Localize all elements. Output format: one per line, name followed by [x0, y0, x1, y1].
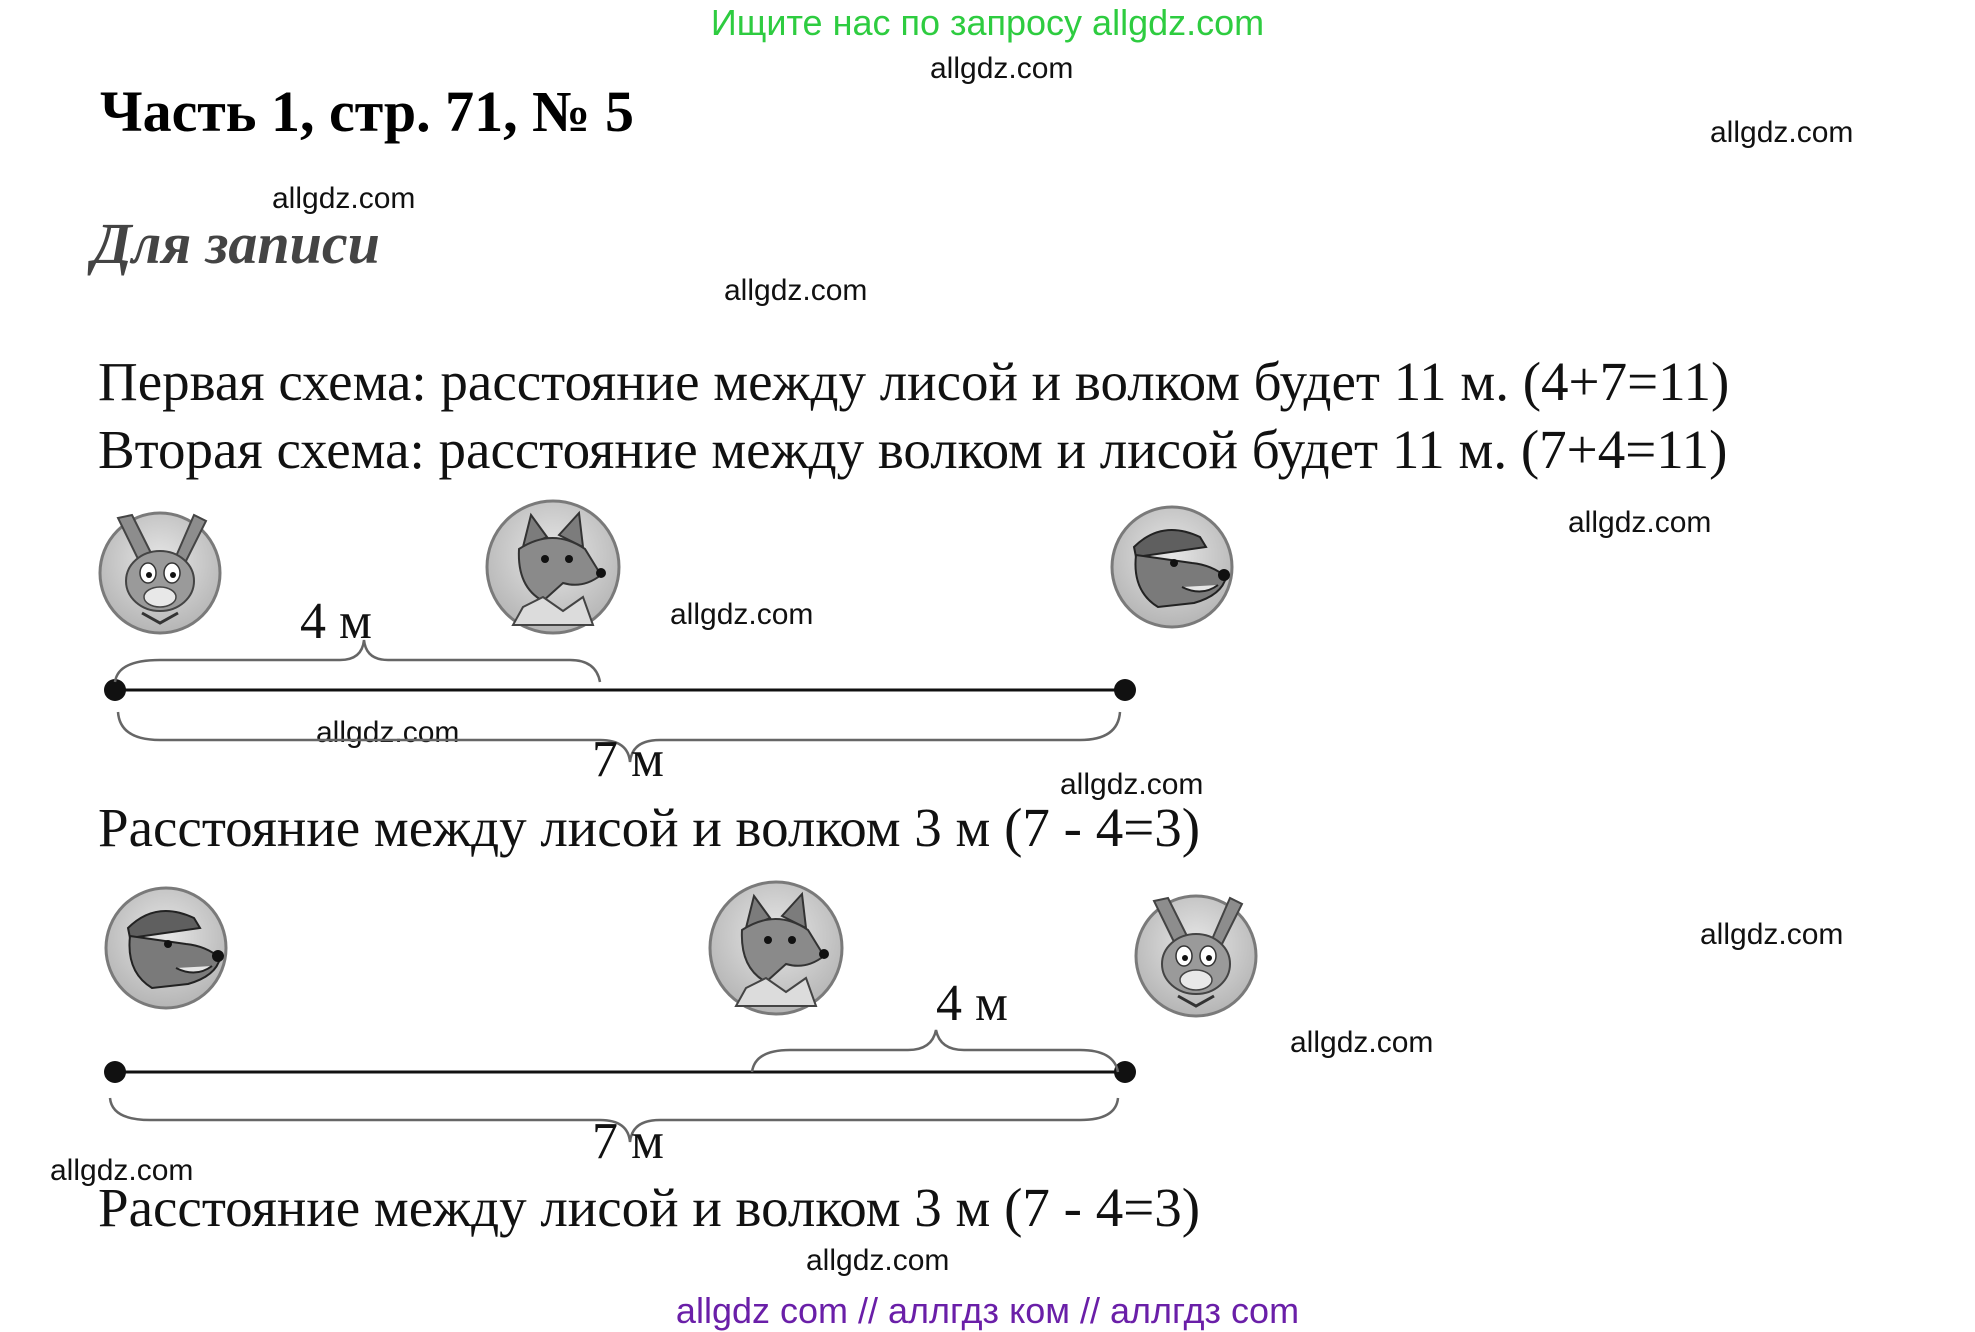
start-point — [104, 679, 126, 701]
label-4m: 4 м — [300, 593, 372, 650]
watermark: allgdz.com — [1710, 116, 1854, 149]
brace-4m — [752, 1030, 1118, 1072]
section-subtitle: Для записи — [92, 211, 380, 276]
answer-line-2: Вторая схема: расстояние между волком и лисой будет 11 м. (7+4=11) — [98, 419, 1728, 480]
watermark: allgdz.com — [1060, 768, 1204, 801]
start-point — [104, 1061, 126, 1083]
scheme-2 — [104, 882, 1256, 1170]
watermark: allgdz.com — [724, 274, 868, 307]
watermark: allgdz.com — [272, 182, 416, 215]
watermark: allgdz.com — [50, 1154, 194, 1187]
label-7m: 7 м — [592, 731, 664, 788]
wolf-icon — [1112, 507, 1232, 627]
watermark: allgdz.com — [316, 716, 460, 749]
label-4m: 4 м — [936, 975, 1008, 1032]
fox-icon — [710, 882, 842, 1014]
watermark: allgdz.com — [930, 52, 1074, 85]
hare-icon — [100, 513, 220, 633]
watermark: allgdz.com — [1568, 506, 1712, 539]
scheme-2-result: Расстояние между лисой и волком 3 м (7 - 4=3) — [98, 1177, 1201, 1238]
watermark: allgdz.com — [1290, 1026, 1434, 1059]
top-banner[interactable]: Ищите нас по запросу allgdz.com — [710, 2, 1265, 43]
wolf-icon — [106, 888, 226, 1008]
fox-icon — [487, 501, 619, 633]
end-point — [1114, 679, 1136, 701]
scheme-1-result: Расстояние между лисой и волком 3 м (7 - 4=3) — [98, 797, 1201, 858]
watermark: allgdz.com — [670, 598, 814, 631]
page-title: Часть 1, стр. 71, № 5 — [100, 79, 634, 144]
hare-icon — [1136, 896, 1256, 1016]
watermark: allgdz.com — [806, 1244, 950, 1277]
answer-line-1: Первая схема: расстояние между лисой и волком будет 11 м. (4+7=11) — [98, 351, 1730, 412]
scheme-1 — [100, 501, 1232, 788]
footer-links[interactable]: allgdz com // аллгдз ком // аллгдз com — [675, 1290, 1300, 1331]
label-7m: 7 м — [592, 1113, 664, 1170]
watermark: allgdz.com — [1700, 918, 1844, 951]
